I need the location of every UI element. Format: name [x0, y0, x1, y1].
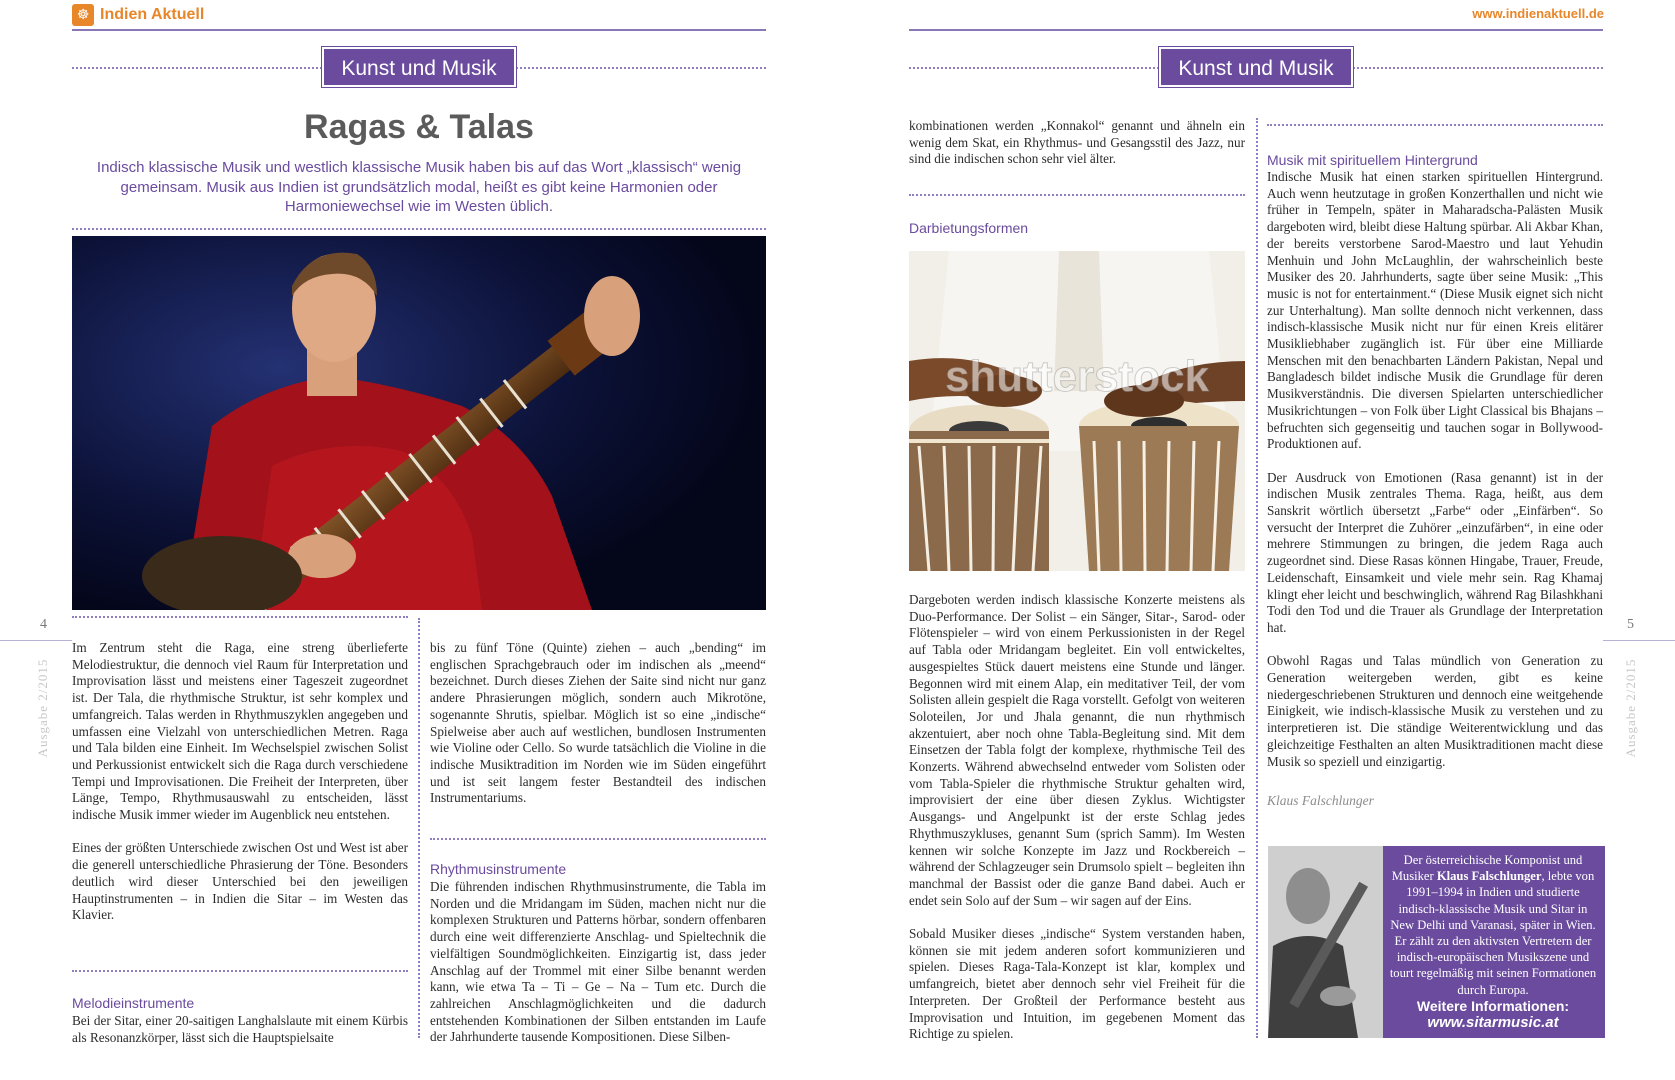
more-info-label: Weitere Informationen:: [1416, 997, 1570, 1014]
right-col2-text: [1267, 169, 1603, 787]
article-title: Ragas & Talas: [304, 108, 534, 146]
bio-intro: Der österreichische Komponist und Musiker: [1391, 853, 1583, 884]
edition-left: Ausgabe 2/2015: [35, 658, 50, 758]
paragraph: Bei der Sitar, einer 20-saitigen Langhalslaute mit einem Kürbis als Resonanzkörper, lässt sich die Hauptspielsaite: [72, 1013, 408, 1045]
left-col2-text: [430, 640, 766, 824]
paragraph: bis zu fünf Töne (Quinte) ziehen – auch „bending“ im englischen Sprachgebrauch oder im indischen als „meend“ bezeichnet. Durch dieses Ziehen der Saite sind nicht nur ganz andere Phrasierungen möglich, sondern auch Mikrotöne, sogenannte Shrutis, spielbar. Möglich ist so eine „indische“ Spielweise aber auch auf westlichen, bundlosen Instrumenten wie Violine oder Cello. So wurde tatsächlich die Violine in die indische Musiktradition im Norden wie im Süden eingeführt und ist seit langem fester Bestandteil des indischen Instrumentariums.: [430, 640, 766, 806]
left-col1-text: [72, 640, 408, 941]
subheading-spirituell: Musik mit spirituellem Hintergrund: [1267, 152, 1478, 168]
bio-name: Klaus Falschlunger: [1436, 869, 1542, 884]
elephant-logo-icon: ☸: [72, 4, 94, 26]
paragraph: Obwohl Ragas und Talas mündlich von Generation zu Generation weitergeben werden, gibt es keine niedergeschriebenen Strukturen und dennoch eine weitgehende Einigkeit, wie indisch-klassische Musik zu verstehen und zu interpretieren ist. Die ständige Weiterentwicklung und das gleichzeitige Festhalten an alten Musiktraditionen macht diese Musik so speziell und einzigartig.: [1267, 653, 1603, 769]
bio-text: [1388, 852, 1598, 1031]
col-rule-r2: [1267, 124, 1603, 126]
paragraph: Dargeboten werden indisch klassische Konzerte meistens als Duo-Performance. Der Solist – ein Sänger, Sitar-, Sarod- oder Flötenspieler – wird von einem Perkussionisten in der Regel auf Tabla oder Mridangam begleitet. Ein voll entwickeltes, ausgespieltes Stück dauert meistens eine Stunde und länger. Begonnen wird mit einem Alap, ein meditativer Teil, der vom Solisten allein gespielt die Raga vorstellt. Gefolgt von weiteren Soloteilen, Jor und Jhala genannt, die nun rhythmisch akzentuiert, aber noch ohne Tabla-Begleitung sind. Mit dem Einsetzen der Tabla folgt der komplexe, rhythmische Teil des Konzerts. Während abwechselnd entweder vom Solisten oder vom Tabla-Spieler die rhythmische Struktur gehalten wird, improvisiert der eine über diesen Zyklus. Wichtigster Ausgangs- und Angelpunkt ist der erste Schlag jedes Rhythmuszykluses, genannt Sum (sprich Samm). Im Westen kennen wir solche Konzepte im Jazz und Rockbereich – während der Schlagzeuger sein Drumsolo spielt – begleiten ihn manchmal der Bassist oder die ganze Band dabei. Auch er endet sein Solo auf der Sum – wir sagen auf der Eins.: [909, 592, 1245, 908]
sitar-player-photo: [72, 236, 766, 610]
author-photo: [1268, 846, 1383, 1038]
intro-rule: [72, 228, 766, 230]
header-rule-left: [72, 29, 766, 31]
article-intro: Indisch klassische Musik und westlich klassische Musik haben bis auf das Wort „klassisch“ wenig gemeinsam. Musik aus Indien ist grundsätzlich modal, heißt es gibt keine Harmonien oder Harmoniewechsel wie im Westen üblich.: [96, 159, 742, 215]
left-col1-text-2: [72, 1013, 408, 1063]
author-bio-box: [1268, 846, 1605, 1038]
brand-name: Indien Aktuell: [100, 6, 205, 23]
subheading-darbietungsformen: Darbietungsformen: [909, 220, 1029, 236]
left-col2-text-2: [430, 879, 766, 1063]
col-rule-l3: [430, 838, 766, 840]
header-rule-right: [909, 29, 1603, 31]
column-divider: [418, 618, 420, 1038]
paragraph: Im Zentrum steht die Raga, eine streng überlieferte Melodiestruktur, die dennoch viel Raum für Interpretation und Improvisation lässt und meistens einer Tageszeit zugeordnet ist. Der Tala, die rhythmische Struktur, ist sehr komplex und umfangreich. Talas werden in Rhythmuszyklen angegeben und umfassen eine Vielzahl von unterschiedlichen Metren. Raga und Tala bilden eine Einheit. Im Wechselspiel zwischen Solist und Perkussionist entwickelt sich die Raga durch verschiedene Tempi und Improvisationen. Die Freiheit der Interpreten, über Länge, Tempo, Rhythmusauswahl zu entscheiden, lässt indische Musik immer wieder im Augenblick neu entstehen.: [72, 640, 408, 823]
paragraph: kombinationen werden „Konnakol“ genannt und ähneln ein wenig dem Skat, ein Rhythmus- und Gesangsstil des Jazz, nur sind die indischen schon sehr viel älter.: [909, 118, 1245, 167]
page-number-right: 5: [1627, 617, 1634, 632]
shutterstock-watermark: shutterstock: [944, 352, 1210, 401]
sitarmusic-link[interactable]: www.sitarmusic.at: [1427, 1014, 1559, 1032]
paragraph: Der Ausdruck von Emotionen (Rasa genannt) ist in der indischen Musik zentrales Thema. Raga, heißt, aus dem Sanskrit wörtlich übersetzt „Farbe“ oder „Einfärben“. So versucht der Interpret die Zuhörer „einzufärben“, in eine oder mehrere Stimmungen zu bringen, die jedem Raga auch zugeordnet sind. Diese Rasas können Hingabe, Trauer, Freude, Leidenschaft, Einsamkeit und viele mehr sein. Rag Khamaj klingt eher leicht und beschwinglich, während Rag Bilashkhani Todi den Tod und die Trauer als Grundlage der Interpretation hat.: [1267, 469, 1603, 635]
col-rule-l1: [72, 616, 408, 618]
paragraph: Die führenden indischen Rhythmusinstrumente, die Tabla im Norden und die Mridangam im Süden, machen nicht nur die komplexen Strukturen und Patterns hörbar, sondern offenbaren durch eine weit differenzierte Anschlag- und Spieltechnik die vielfältigen Soundmöglichkeiten. Einzigartig ist, dass jeder Anschlag auf der Trommel mit einer Silbe benannt werden kann, wie etwa Ta – Ti – Ge – Na – Tum etc. Durch die zahlreichen Anschlagmöglichkeiten und die dadurch entstehenden Kombinationen der Silben entstanden im Laufe der Jahrhunderte tausende Kompositionen. Diese Silben-: [430, 879, 766, 1045]
author-credit: Klaus Falschlunger: [1267, 793, 1374, 808]
col-rule-l2: [72, 970, 408, 972]
side-rule-left: [0, 640, 72, 641]
brand: [72, 4, 204, 26]
side-rule-right: [1603, 640, 1675, 641]
column-divider-right: [1256, 118, 1258, 1038]
tabla-photo: [909, 251, 1245, 571]
bio-body: , lebte von 1991–1994 in Indien und studierte indisch-klassische Musik und Sitar in New Delhi und Varanasi, später in Wien. Er zählt zu den aktivsten Vertretern der indisch-europäischen Musikszene und tourt regelmäßig mit seinen Formationen durch Europa.: [1389, 869, 1597, 997]
subheading-rhythmusinstrumente: Rhythmusinstrumente: [430, 861, 567, 877]
section-label-left: Kunst und Musik: [322, 47, 516, 87]
site-url[interactable]: www.indienaktuell.de: [1472, 6, 1604, 21]
col-rule-r1: [909, 194, 1245, 196]
paragraph: Eines der größten Unterschiede zwischen Ost und West ist aber die generell unterschiedliche Phrasierung der Töne. Besonders deutlich wird dieser Unterschied bei den jeweiligen Hauptinstrumenten – in Indien die Sitar – im Westen das Klavier.: [72, 840, 408, 923]
paragraph: Sobald Musiker dieses „indische“ System verstanden haben, können sie mit jedem anderen sofort kommunizieren und spielen. Dieses Raga-Tala-Konzept ist klar, komplex und umfangreich, bietet aber dennoch sehr viel Freiheit für die Interpreten. Der Großteil der Performance besteht aus Improvisation und Intuition, im gegebenen Moment das Richtige zu spielen.: [909, 926, 1245, 1042]
paragraph: Indische Musik hat einen starken spirituellen Hintergrund. Auch wenn heutzutage in großen Konzerthallen und nicht wie früher in Tempeln, später in Maharadscha-Palästen Musik dargeboten wird, bleibt diese Haltung spürbar. Ali Akbar Khan, der bereits verstorbene Sarod-Maestro und laut Yehudin Menhuin und John McLaughlin, der wahrscheinlich beste Musiker des 20. Jahrhunderts, sagte über seine Musik: „This music is not for entertainment.“ (Diese Musik eignet sich nicht zur Unterhaltung). Man sollte dennoch nicht verkennen, dass indisch-klassische Musik nicht nur für einen Kreis elitärer Musikliebhaber zugänglich ist. Für über eine Milliarde Menschen mit den benachbarten Ländern Pakistan, Nepal und Bangladesch bildet indische Musik die Grundlage für deren Musikverständnis. Die diversen Spielarten unterschiedlicher Musikrichtungen – von Folk über Light Classical bis Bhajans – befruchten sich gegenseitig und tauchen sogar in Bollywood-Produktionen auf.: [1267, 169, 1603, 452]
section-label-right: Kunst und Musik: [1159, 47, 1353, 87]
edition-right: Ausgabe 2/2015: [1623, 658, 1638, 758]
right-col1-text-1: [909, 592, 1245, 1060]
subheading-melodieinstrumente: Melodieinstrumente: [72, 995, 195, 1011]
right-col1-text-0: [909, 118, 1245, 185]
page-number-left: 4: [40, 617, 47, 632]
